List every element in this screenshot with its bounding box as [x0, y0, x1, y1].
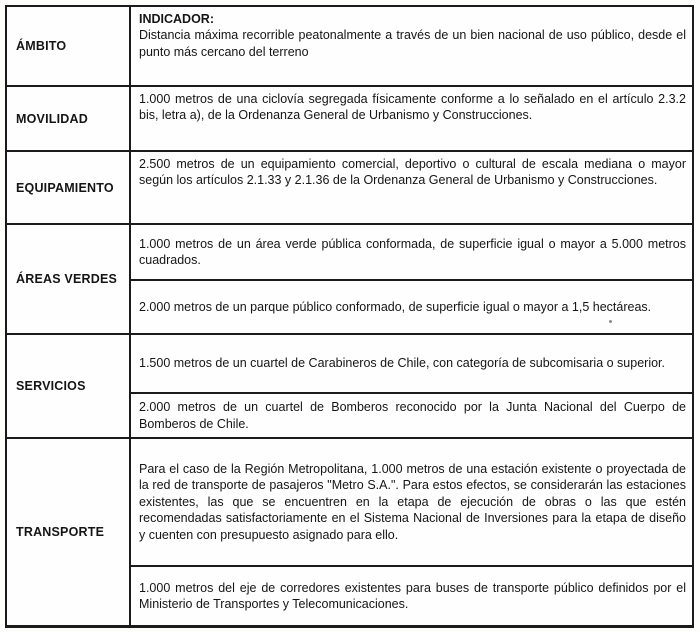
table-row-ambito	[7, 7, 692, 85]
areas-verdes-label: ÁREAS VERDES	[16, 272, 118, 286]
servicios-indicator-cell-1	[131, 335, 692, 392]
transporte-indicator-text-2: 1.000 metros del eje de corredores existentes para buses de transporte público definidos por el Ministerio de Transportes y Telecomunicaciones.	[139, 580, 686, 611]
movilidad-indicator-cell	[131, 87, 692, 128]
transporte-indicator-column	[131, 439, 692, 625]
areas-verdes-label-cell	[7, 225, 131, 333]
ambito-label: ÁMBITO	[16, 39, 67, 53]
movilidad-indicator-column	[131, 87, 692, 150]
indicator-header-cell	[131, 7, 692, 64]
transporte-indicator-cell-1	[131, 439, 692, 565]
scan-artifact-dot	[609, 320, 612, 323]
indicators-table	[5, 5, 694, 628]
servicios-indicator-column	[131, 335, 692, 437]
indicator-header-title: INDICADOR:	[139, 12, 214, 26]
servicios-label-cell	[7, 335, 131, 437]
table-row-transporte	[7, 437, 692, 625]
servicios-indicator-text-1: 1.500 metros de un cuartel de Carabineros de Chile, con categoría de subcomisaria o superior.	[139, 356, 665, 371]
areas-verdes-indicator-column	[131, 225, 692, 333]
table-row-areas-verdes	[7, 223, 692, 333]
transporte-indicator-cell-2	[131, 565, 692, 625]
ambito-label-cell	[7, 7, 131, 85]
areas-verdes-indicator-text-1: 1.000 metros de un área verde pública conformada, de superficie igual o mayor a 5.000 metros cuadrados.	[139, 236, 686, 267]
table-row-movilidad	[7, 85, 692, 150]
transporte-label: TRANSPORTE	[16, 525, 105, 539]
servicios-indicator-cell-2	[131, 392, 692, 437]
areas-verdes-indicator-text-2: 2.000 metros de un parque público conformado, de superficie igual o mayor a 1,5 hectáreas.	[139, 299, 652, 314]
movilidad-indicator-text: 1.000 metros de una ciclovía segregada físicamente conforme a lo señalado en el artículo 2.3.2 bis, letra a), de la Ordenanza General de Urbanismo y Construcciones.	[139, 92, 686, 123]
equipamiento-label-cell	[7, 152, 131, 223]
transporte-label-cell	[7, 439, 131, 625]
equipamiento-indicator-column	[131, 152, 692, 223]
movilidad-label: MOVILIDAD	[16, 111, 88, 126]
areas-verdes-indicator-cell-1	[131, 225, 692, 279]
indicator-header-text: Distancia máxima recorrible peatonalmente a través de un bien nacional de uso público, desde el punto más cercano del terreno	[139, 28, 686, 59]
equipamiento-indicator-cell	[131, 152, 692, 193]
equipamiento-label: EQUIPAMIENTO	[16, 180, 114, 195]
servicios-label: SERVICIOS	[16, 379, 86, 393]
equipamiento-indicator-text: 2.500 metros de un equipamiento comercial, deportivo o cultural de escala mediana o mayor según los artículos 2.1.33 y 2.1.36 de la Ordenanza General de Urbanismo y Construcciones.	[139, 157, 686, 188]
transporte-indicator-text-1: Para el caso de la Región Metropolitana, 1.000 metros de una estación existente o proyectada de la red de transporte de pasajeros "Metro S.A.". Para estos efectos, se considerarán las estaciones existentes, las que se encuentren en la etapa de ejecución de obras o las que estén recomendadas satisfactoriamente en el Sistema Nacional de Inversiones para la etapa de diseño y cuenten con presupuesto asignado para ello.	[139, 461, 686, 542]
table-row-servicios	[7, 333, 692, 437]
ambito-indicator-column	[131, 7, 692, 85]
movilidad-label-cell	[7, 87, 131, 150]
areas-verdes-indicator-cell-2	[131, 279, 692, 333]
servicios-indicator-text-2: 2.000 metros de un cuartel de Bomberos reconocido por la Junta Nacional del Cuerpo de Bomberos de Chile.	[139, 400, 686, 431]
table-row-equipamiento	[7, 150, 692, 223]
